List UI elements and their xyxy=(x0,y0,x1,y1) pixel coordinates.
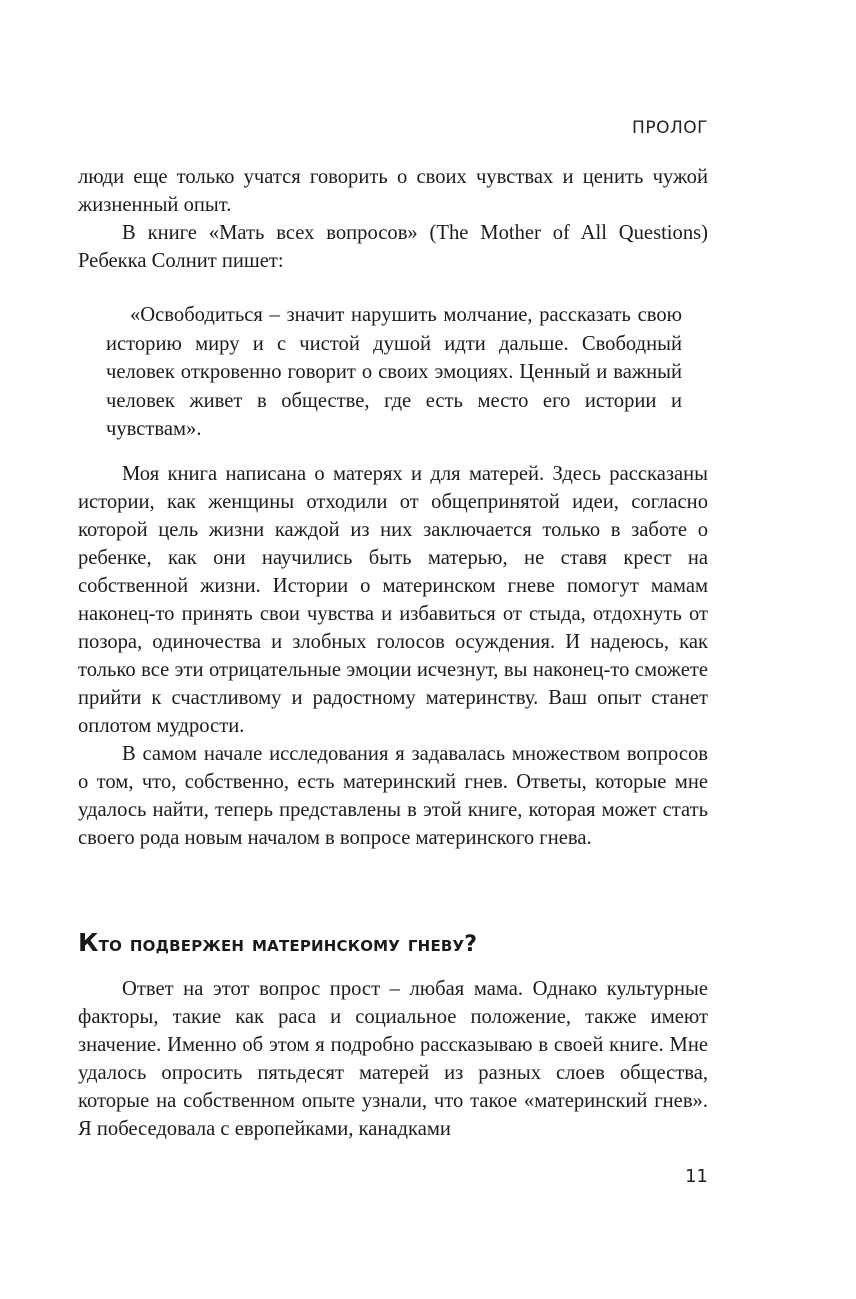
section-heading-initial: К xyxy=(78,928,99,957)
paragraph: В книге «Мать всех вопросов» (The Mother of All Questions) Ребекка Солнит пишет: xyxy=(78,222,708,272)
paragraph: Ответ на этот вопрос прост – любая мама. Однако культурные факторы, такие как раса и социальное положение, также имеют значение. Именно об этом я подробно рассказываю в своей книге. Мне удалось опросить пятьдесят матерей из разных слоев общества, которые на собственном опыте узнали, что такое «материнский гнев». Я побеседовала с европейками, канадками xyxy=(78,978,708,1140)
section-heading xyxy=(78,928,477,957)
intro-text xyxy=(78,163,708,275)
quote-text: «Освободиться – значит нарушить молчание, рассказать свою историю миру и с чистой душой идти дальше. Свободный человек откровенно говорит о своих эмоциях. Ценный и важный человек живет в обществе, где есть место его истории и чувствам». xyxy=(106,304,682,441)
section-text xyxy=(78,975,708,1143)
paragraph: Моя книга написана о матерях и для матерей. Здесь рассказаны истории, как женщины отходили от общепринятой идеи, согласно которой цель жизни каждой из них заключается только в заботе о ребенке, как они научились быть матерью, не ставя крест на собственной жизни. Истории о материнском гневе помогут мамам наконец-то принять свои чувства и избавиться от стыда, отдохнуть от позора, одиночества и злобных голосов осуждения. И надеюсь, как только все эти отрицательные эмоции исчезнут, вы наконец-то сможете прийти к счастливому и радостному материнству. Ваш опыт станет оплотом мудрости. xyxy=(78,463,708,737)
block-quote xyxy=(106,301,682,444)
page-number: 11 xyxy=(685,1166,708,1187)
running-head: ПРОЛОГ xyxy=(632,118,708,138)
paragraph: В самом начале исследования я задавалась множеством вопросов о том, что, собственно, есть материнский гнев. Ответы, которые мне удалось найти, теперь представлены в этой книге, которая может стать своего рода новым началом в вопросе материнского гнева. xyxy=(78,743,708,849)
main-text xyxy=(78,460,708,852)
section-heading-rest: то подвержен материнскому гневу? xyxy=(98,932,478,957)
paragraph: люди еще только учатся говорить о своих чувствах и ценить чужой жизненный опыт. xyxy=(78,166,708,216)
